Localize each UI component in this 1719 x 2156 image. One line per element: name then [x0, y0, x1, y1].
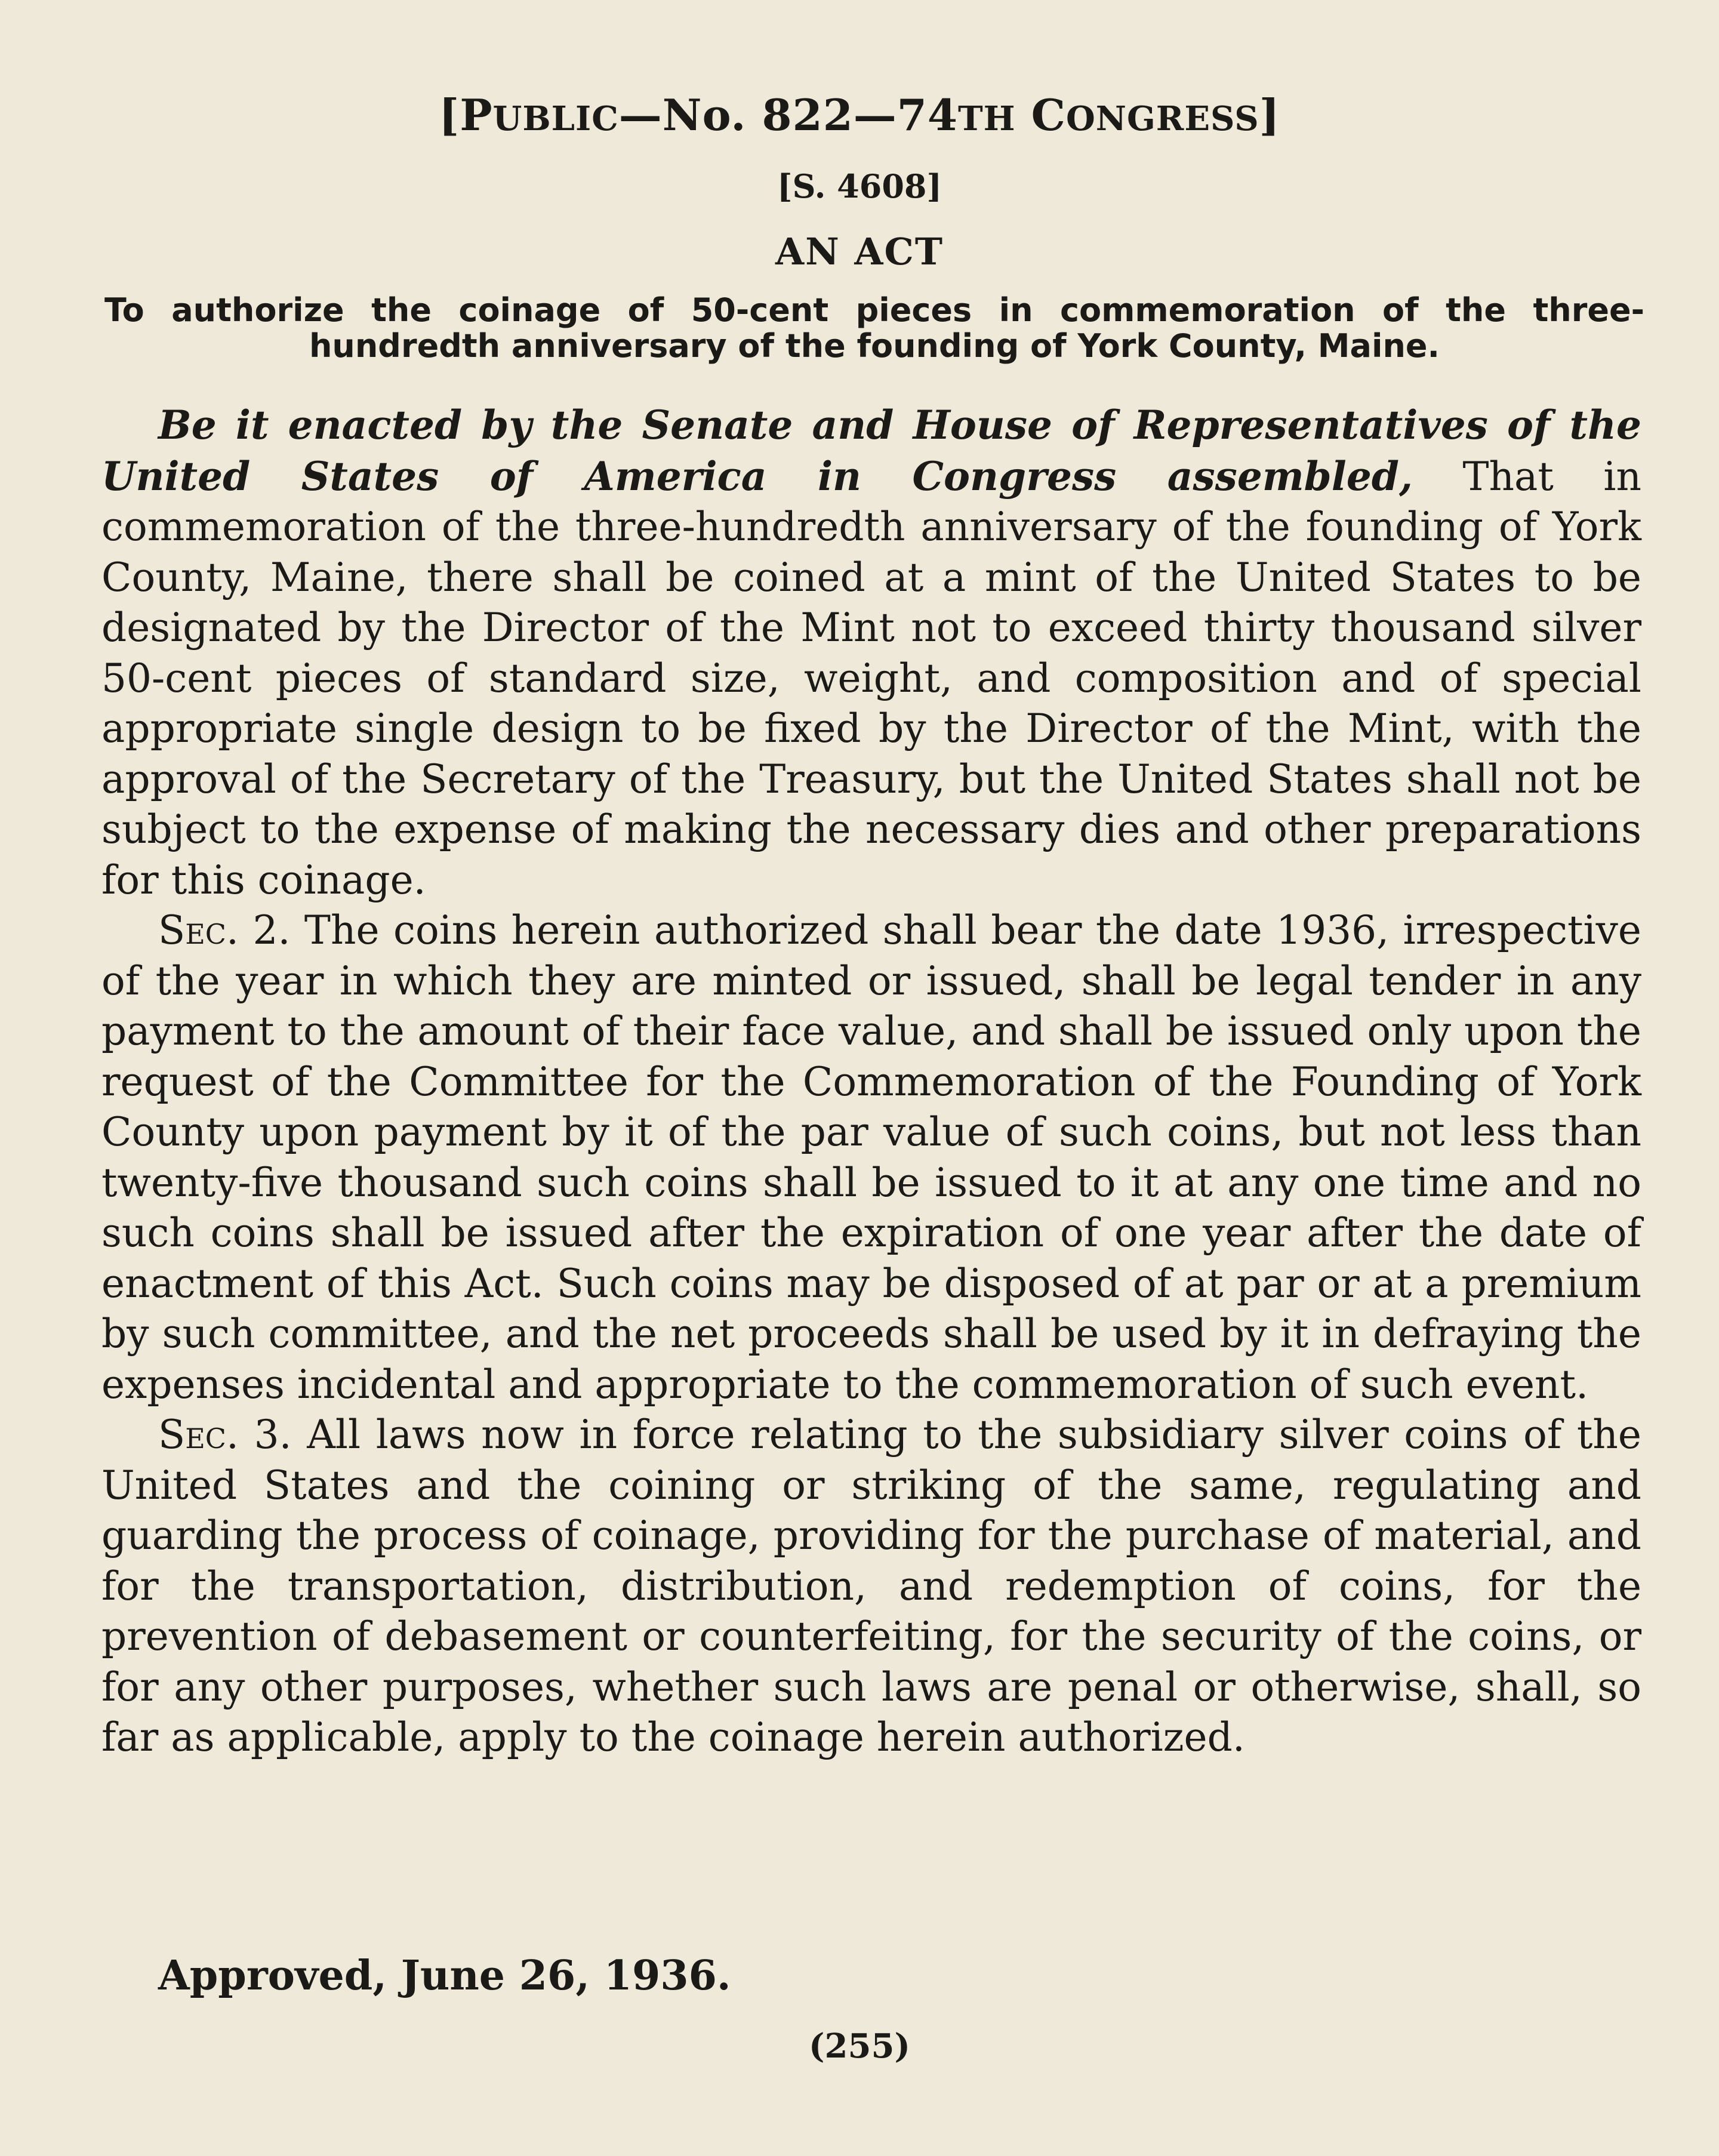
- act-heading: AN ACT: [775, 230, 944, 273]
- section-2-label: Sec. 2.: [158, 907, 291, 953]
- ordinal-suffix: TH: [958, 99, 1016, 138]
- section-1-text: That in commemoration of the three-hundredth anniversary of the founding of York County, Maine, there shall be coined at a mint of the United States to be designated by the Director of the Mint not to exceed thirty thousand silver 50-cent pieces of standard size, weight, and composition and of special appropriate single design to be fixed by the Director of the Mint, with the approval of the Secretary of the Treasury, but the United States shall not be subject to the expense of making the necessary dies and other preparations for this coinage.: [101, 453, 1641, 903]
- section-1: [101, 400, 1641, 905]
- act-purpose: [104, 292, 1644, 364]
- public-cap: P: [460, 90, 493, 140]
- section-3: [101, 1410, 1641, 1763]
- section-2: [101, 905, 1641, 1410]
- section-3-text: All laws now in force relating to the subsidiary silver coins of the United States and the coining or striking of the same, regulating and guarding the process of coinage, providing for the purchase of material, and for the transportation, distribution, and redemption of coins, for the prevention of debasement or counterfeiting, for the security of the coins, or for any other purposes, whether such laws are penal or otherwise, shall, so far as applicable, apply to the coinage herein authorized.: [101, 1412, 1641, 1760]
- space: [1016, 90, 1031, 140]
- enacting-clause: Be it enacted by the Senate and House of Representatives of the United States of America in Congress assembled,: [101, 402, 1641, 500]
- congress-small-caps: ONGRESS: [1065, 99, 1259, 138]
- public-small-caps: UBLIC: [492, 99, 619, 138]
- act-body: [101, 400, 1641, 1763]
- bill-number: [S. 4608]: [777, 167, 942, 205]
- page-number: (255): [809, 2026, 910, 2066]
- bracket-open: [: [439, 90, 460, 140]
- purpose-line-2: hundredth anniversary of the founding of York County, Maine.: [309, 327, 1440, 365]
- approval-date: Approved, June 26, 1936.: [158, 1952, 731, 2000]
- section-3-label: Sec. 3.: [158, 1412, 292, 1458]
- law-number: —No. 822—74: [618, 90, 958, 140]
- bracket-close: ]: [1259, 90, 1280, 140]
- congress-cap: C: [1031, 90, 1066, 140]
- public-law-number: [0, 90, 1719, 140]
- section-2-text: The coins herein authorized shall bear the date 1936, irrespective of the year in which they are minted or issued, shall be legal tender in any payment to the amount of their face value, and shall be issued only upon the request of the Committee for the Commemoration of the Founding of York County upon payment by it of the par value of such coins, but not less than twenty-five thousand such coins shall be issued to it at any one time and no such coins shall be issued after the expiration of one year after the date of enactment of this Act. Such coins may be disposed of at par or at a premium by such committee, and the net proceeds shall be used by it in defraying the expenses incidental and appropriate to the commemoration of such event.: [101, 907, 1641, 1407]
- purpose-line-1: To authorize the coinage of 50-cent pieces in commemoration of the three-: [104, 291, 1644, 329]
